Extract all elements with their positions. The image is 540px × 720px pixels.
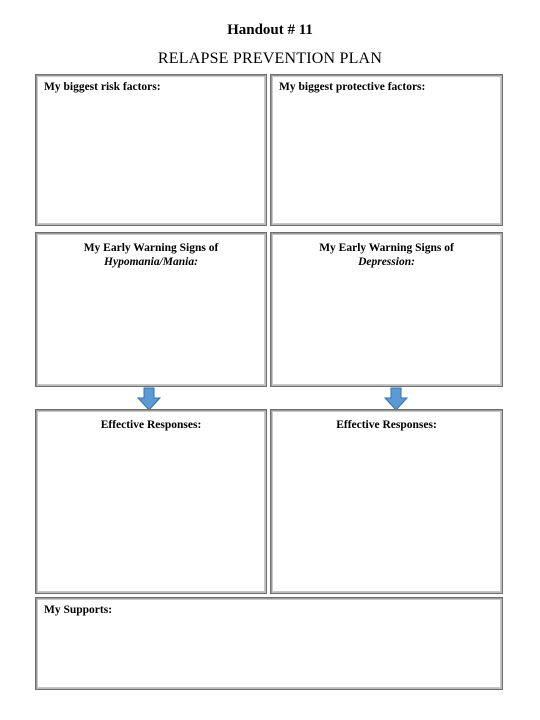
- warning-signs-depression-line1: My Early Warning Signs of: [319, 242, 454, 254]
- supports-box[interactable]: [35, 597, 503, 690]
- risk-factors-box[interactable]: [35, 74, 267, 226]
- warning-signs-mania-line2: Hypomania/Mania:: [104, 256, 198, 268]
- down-arrow-icon: [137, 387, 161, 411]
- page-title: RELAPSE PREVENTION PLAN: [157, 50, 383, 67]
- warning-signs-depression-box[interactable]: [270, 232, 503, 387]
- warning-signs-mania-line1: My Early Warning Signs of: [83, 242, 219, 254]
- effective-responses-left-box[interactable]: [35, 409, 267, 594]
- effective-responses-right-box[interactable]: [270, 409, 503, 594]
- warning-signs-depression-label: [271, 241, 502, 269]
- warning-signs-depression-line2: Depression:: [358, 256, 415, 268]
- protective-factors-label: My biggest protective factors:: [279, 81, 426, 93]
- warning-signs-mania-box[interactable]: [35, 232, 267, 387]
- risk-factors-label: My biggest risk factors:: [44, 81, 161, 93]
- supports-label: My Supports:: [44, 604, 113, 616]
- protective-factors-box[interactable]: [270, 74, 503, 226]
- effective-responses-right-label: Effective Responses:: [336, 419, 437, 431]
- handout-number: Handout # 11: [227, 22, 313, 38]
- effective-responses-left-label: Effective Responses:: [100, 419, 202, 431]
- warning-signs-mania-label: [36, 241, 266, 269]
- down-arrow-icon: [384, 387, 408, 411]
